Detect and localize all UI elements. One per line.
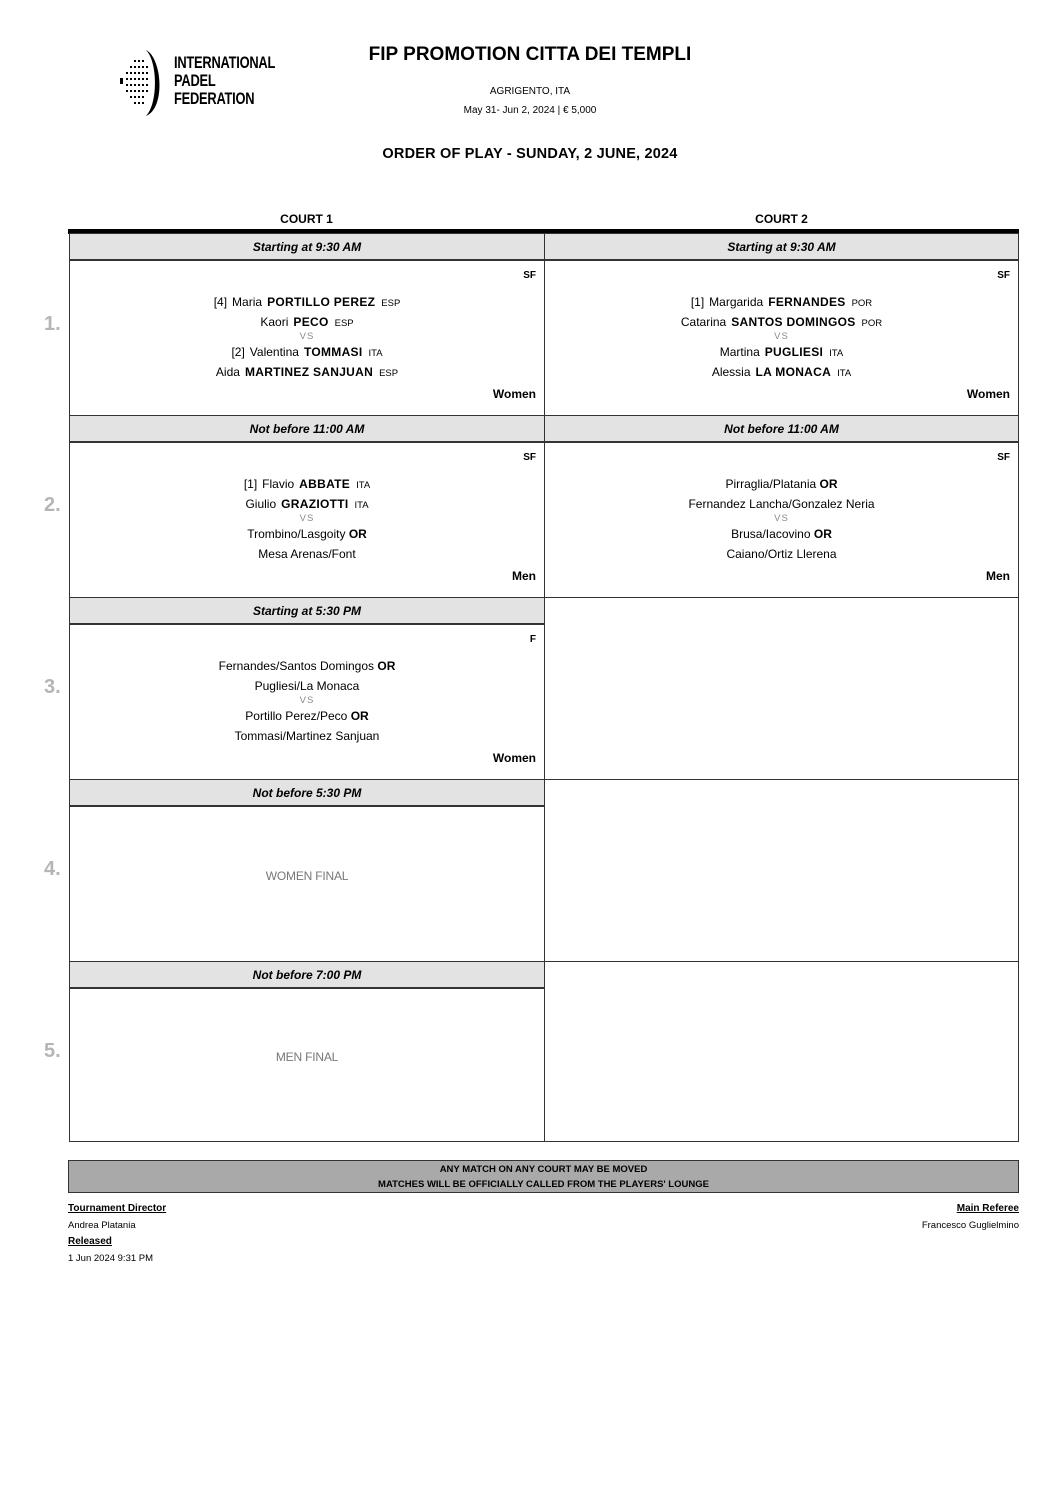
notice-line: MATCHES WILL BE OFFICIALLY CALLED FROM THE PLAYERS' LOUNGE (378, 1179, 709, 1190)
category-label: Women (966, 387, 1010, 401)
tournament-title: FIP PROMOTION CITTA DEI TEMPLI (368, 44, 692, 65)
player-line (70, 342, 544, 362)
round-label: SF (523, 452, 536, 463)
player-line (545, 312, 1018, 332)
team-names: Fernandes/Santos Domingos (218, 659, 375, 673)
player-seed: [2] (231, 345, 245, 359)
player-first-name: Maria (232, 295, 263, 309)
team-option (545, 474, 1018, 494)
player-line (70, 494, 544, 514)
main-referee-name: Francesco Guglielmino (921, 1220, 1019, 1231)
match-players (70, 656, 544, 746)
team-option (70, 656, 544, 676)
match-players (70, 292, 544, 382)
player-seed: [1] (690, 295, 705, 309)
team-names: Pugliesi/La Monaca (254, 679, 360, 693)
player-last-name: PECO (293, 315, 329, 329)
team-names: Mesa Arenas/Font (258, 547, 356, 561)
player-line (70, 474, 544, 494)
player-line (545, 362, 1018, 382)
player-first-name: Catarina (680, 315, 727, 329)
vs-label: VS (774, 331, 789, 342)
player-nationality: ITA (368, 348, 383, 359)
empty-cell (544, 779, 1019, 962)
player-first-name: Margarida (709, 295, 764, 309)
team-option (70, 676, 544, 696)
or-label: OR (350, 709, 369, 723)
player-last-name: PORTILLO PEREZ (267, 295, 376, 309)
match-placeholder: MEN FINAL (275, 1050, 339, 1064)
released-label: Released (68, 1236, 112, 1247)
player-last-name: MARTINEZ SANJUAN (244, 365, 374, 379)
start-time: Starting at 9:30 AM (70, 234, 544, 261)
row-number: 4. (44, 858, 61, 880)
notice-bar (68, 1160, 1019, 1193)
row-number: 2. (44, 494, 61, 516)
player-first-name: Kaori (260, 315, 289, 329)
start-time: Not before 11:00 AM (545, 416, 1018, 443)
team-names: Fernandez Lancha/Gonzalez Neria (688, 497, 875, 511)
team-option (545, 494, 1018, 514)
logo-text (174, 54, 275, 108)
match-cell[interactable] (69, 779, 545, 962)
notice-line: ANY MATCH ON ANY COURT MAY BE MOVED (439, 1164, 648, 1175)
player-nationality: ITA (837, 368, 852, 379)
start-time: Not before 7:00 PM (70, 962, 544, 989)
category-label: Men (986, 569, 1010, 583)
logo-line: PADEL (174, 72, 216, 90)
team-option (70, 524, 544, 544)
tournament-director-name: Andrea Platania (68, 1220, 136, 1231)
match-cell[interactable] (69, 597, 545, 780)
category-label: Women (492, 387, 536, 401)
player-nationality: POR (861, 318, 883, 329)
player-line (545, 342, 1018, 362)
vs-label: VS (299, 331, 315, 342)
match-players (70, 474, 544, 564)
round-label: SF (997, 452, 1010, 463)
player-line (70, 312, 544, 332)
player-last-name: PUGLIESI (764, 345, 824, 359)
match-cell[interactable] (544, 233, 1019, 416)
tournament-director-label: Tournament Director (68, 1203, 167, 1214)
match-cell[interactable] (69, 415, 545, 598)
player-last-name: GRAZIOTTI (281, 497, 349, 511)
row-number: 5. (44, 1040, 61, 1062)
main-referee-label: Main Referee (956, 1203, 1019, 1214)
start-time: Starting at 5:30 PM (70, 598, 544, 625)
team-names: Portillo Perez/Peco (245, 709, 348, 723)
player-last-name: ABBATE (299, 477, 351, 491)
start-time: Not before 5:30 PM (70, 780, 544, 807)
start-time: Starting at 9:30 AM (545, 234, 1018, 261)
player-seed: [4] (213, 295, 228, 309)
empty-cell (544, 597, 1019, 780)
fip-logo (118, 48, 288, 118)
player-last-name: FERNANDES (768, 295, 846, 309)
player-last-name: TOMMASI (303, 345, 363, 359)
match-players (545, 292, 1018, 382)
player-first-name: Giulio (245, 497, 277, 511)
player-seed: [1] (243, 477, 258, 491)
player-nationality: ITA (354, 500, 369, 511)
row-number: 3. (44, 676, 61, 698)
round-label: SF (997, 270, 1010, 281)
vs-label: VS (299, 513, 315, 524)
round-label: SF (523, 270, 536, 281)
start-time: Not before 11:00 AM (70, 416, 544, 443)
team-option (545, 524, 1018, 544)
team-names: Caiano/Ortiz Llerena (726, 547, 837, 561)
court-1-header: COURT 1 (280, 212, 333, 226)
tournament-location: AGRIGENTO, ITA (489, 86, 571, 97)
team-option (70, 726, 544, 746)
player-first-name: Flavio (262, 477, 295, 491)
vs-label: VS (299, 695, 315, 706)
vs-label: VS (774, 513, 789, 524)
player-line (70, 362, 544, 382)
player-line (545, 292, 1018, 312)
player-nationality: ITA (829, 348, 844, 359)
match-cell[interactable] (544, 415, 1019, 598)
player-nationality: ESP (381, 298, 401, 309)
team-names: Trombino/Lasgoity (247, 527, 346, 541)
player-first-name: Valentina (249, 345, 299, 359)
player-last-name: LA MONACA (755, 365, 832, 379)
court-2-header: COURT 2 (755, 212, 808, 226)
player-nationality: ITA (356, 480, 371, 491)
logo-line: FEDERATION (174, 90, 255, 108)
logo-line: INTERNATIONAL (174, 54, 276, 72)
or-label: OR (348, 527, 367, 541)
match-cell[interactable] (69, 233, 545, 416)
row-number: 1. (44, 313, 61, 335)
player-first-name: Martina (719, 345, 760, 359)
or-label: OR (377, 659, 396, 673)
team-option (545, 544, 1018, 564)
player-nationality: ESP (379, 368, 399, 379)
match-placeholder: WOMEN FINAL (265, 869, 349, 883)
category-label: Women (492, 751, 536, 765)
round-label: F (529, 634, 536, 645)
order-of-play-heading: ORDER OF PLAY - SUNDAY, 2 JUNE, 2024 (382, 146, 678, 162)
or-label: OR (819, 477, 838, 491)
or-label: OR (813, 527, 832, 541)
team-names: Brusa/Iacovino (731, 527, 811, 541)
player-first-name: Alessia (711, 365, 751, 379)
player-nationality: POR (851, 298, 873, 309)
player-last-name: SANTOS DOMINGOS (731, 315, 856, 329)
team-names: Tommasi/Martinez Sanjuan (234, 729, 380, 743)
team-option (70, 706, 544, 726)
released-timestamp: 1 Jun 2024 9:31 PM (68, 1253, 154, 1264)
player-first-name: Aida (215, 365, 240, 379)
empty-cell (544, 961, 1019, 1142)
match-players (545, 474, 1018, 564)
category-label: Men (512, 569, 536, 583)
tournament-dates-prize: May 31- Jun 2, 2024 | € 5,000 (463, 105, 597, 116)
player-nationality: ESP (334, 318, 354, 329)
match-cell[interactable] (69, 961, 545, 1142)
team-names: Pirraglia/Platania (725, 477, 817, 491)
team-option (70, 544, 544, 564)
player-line (70, 292, 544, 312)
padel-ball-icon (118, 48, 168, 118)
